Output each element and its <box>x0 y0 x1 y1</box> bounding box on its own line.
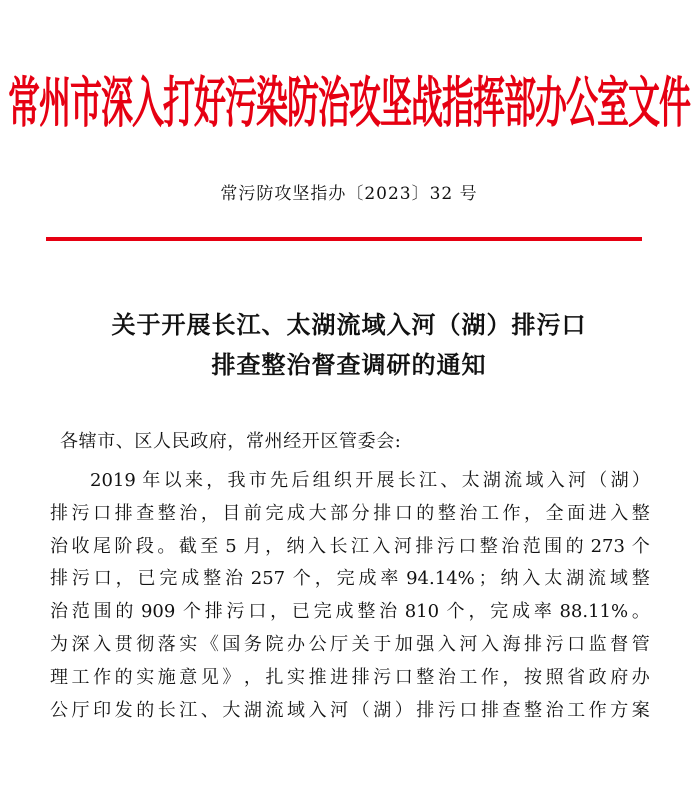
body-line: 2019 年 以 来 ， 我 市 先 后 组 织 开 展 长 江 、 太 湖 流 域 入 河 （ 湖 ） <box>90 470 650 491</box>
body-line: 排 污 口 排 查 整 治 ， 目 前 完 成 大 部 分 排 口 的 整 治 工 作 ， 全 面 进 入 整 <box>50 502 650 524</box>
title-line-2: 排查整治督查调研的通知 <box>211 351 487 379</box>
body-line: 为 深 入 贯 彻 落 实 《 国 务 院 办 公 厅 关 于 加 强 入 河 入 海 排 污 口 监 督 管 <box>50 633 650 655</box>
red-divider-line <box>46 237 642 241</box>
body-line: 治 收 尾 阶 段 。 截 至 5 月 ， 纳 入 长 江 入 河 排 污 口 整 治 范 围 的 273 个 <box>50 535 650 557</box>
body-line: 排 污 口 ， 已 完 成 整 治 257 个 ， 完 成 率 94.14% ； 纳 入 太 湖 流 域 整 <box>50 568 650 590</box>
body-line: 公 厅 印 发 的 长 江 、 大 湖 流 域 入 河 （ 湖 ） 排 污 口 排 查 整 治 工 作 方 案 <box>50 699 650 721</box>
body-paragraph <box>50 465 650 727</box>
body-line: 治 范 围 的 909 个 排 污 口 ， 已 完 成 整 治 810 个 ， 完 成 率 88.11% 。 <box>50 601 650 623</box>
document-number: 常污防攻坚指办〔2023〕32 号 <box>220 184 478 204</box>
document-title <box>0 305 698 385</box>
body-line: 理 工 作 的 实 施 意 见 》 ， 扎 实 推 进 排 污 口 整 治 工 作 ， 按 照 省 政 府 办 <box>50 666 650 688</box>
addressee-line: 各辖市、区人民政府，常州经开区管委会: <box>60 431 402 452</box>
title-line-1: 关于开展长江、太湖流域入河（湖）排污口 <box>111 311 587 339</box>
masthead-title: 常州市深入打好污染防治攻坚战指挥部办公室文件 <box>7 70 690 136</box>
